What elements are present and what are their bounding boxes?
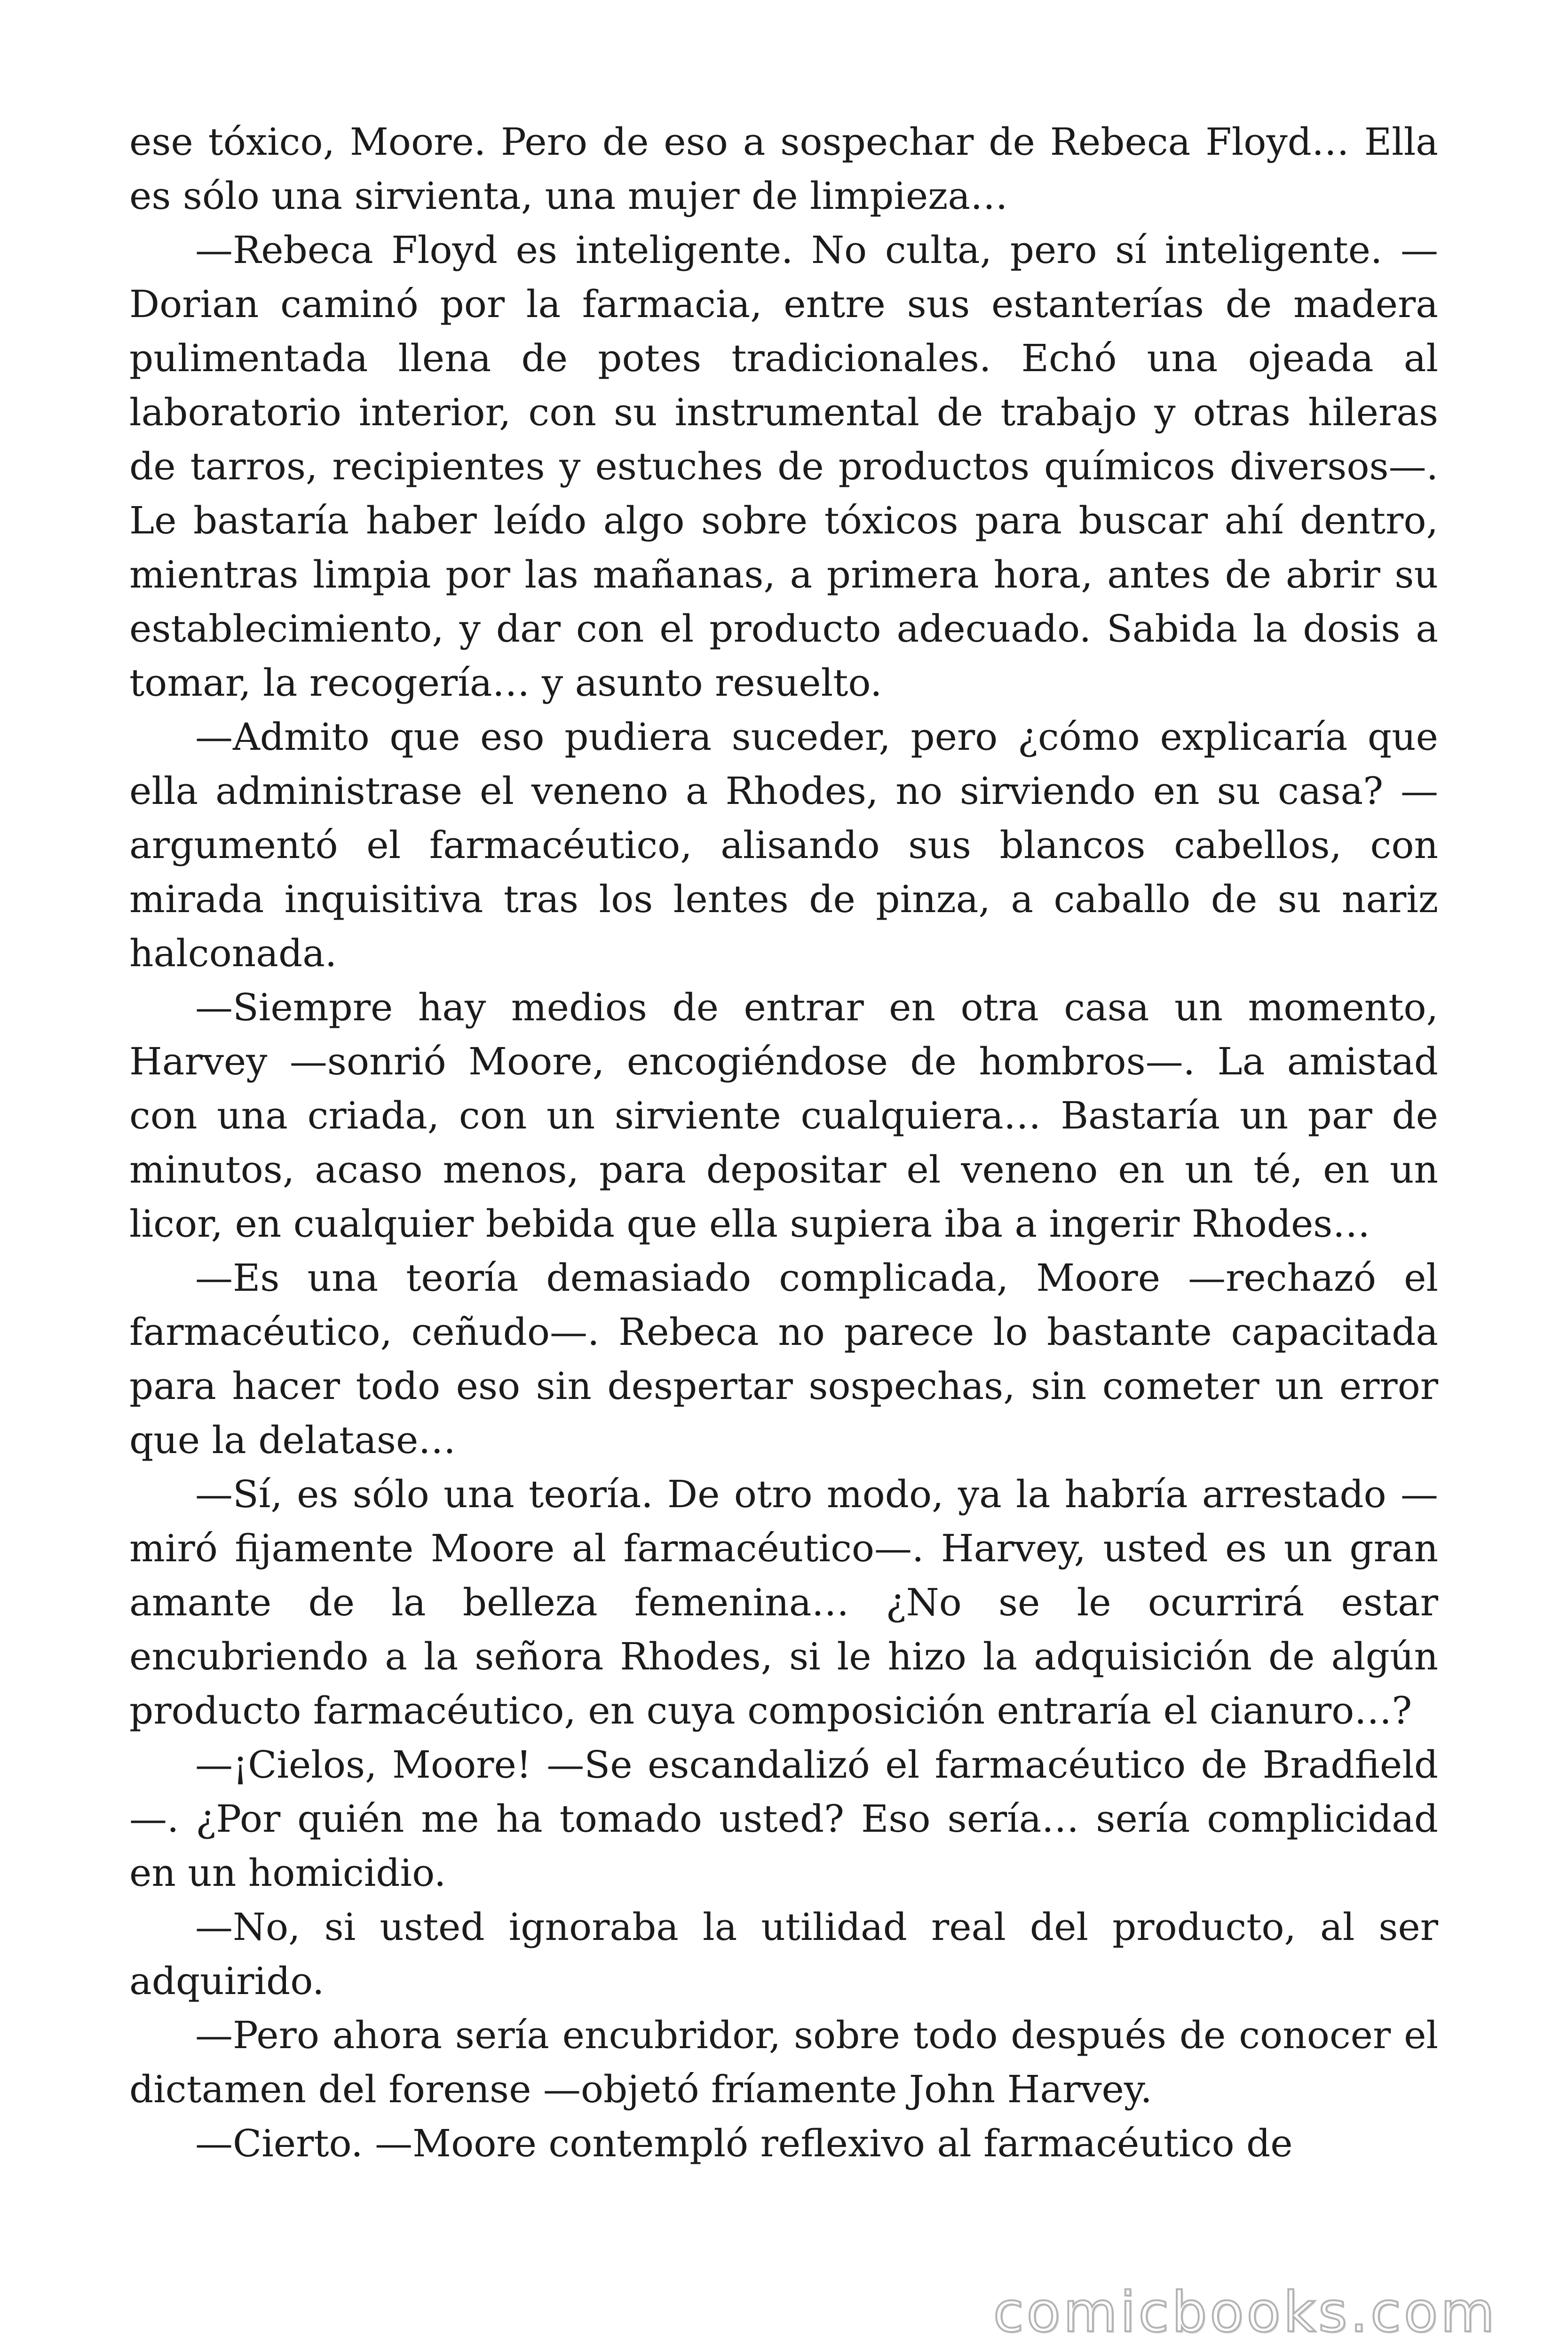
paragraph-9: —Pero ahora sería encubridor, sobre todo después de conocer el dictamen del forense —objetó fríamente John Harvey. — [129, 2013, 1438, 2111]
paragraph-3: —Admito que eso pudiera suceder, pero ¿cómo explicaría que ella administrase el veneno a Rhodes, no sirviendo en su casa? —argumentó el farmacéutico, alisando sus blancos cabellos, con mirada inquisitiva tras los lentes de pinza, a caballo de su nariz halconada. — [129, 715, 1438, 975]
paragraph-1: ese tóxico, Moore. Pero de eso a sospechar de Rebeca Floyd… Ella es sólo una sirvienta, una mujer de limpieza… — [129, 120, 1438, 218]
paragraph-6: —Sí, es sólo una teoría. De otro modo, ya la habría arrestado —miró fijamente Moore al farmacéutico—. Harvey, usted es un gran amante de la belleza femenina… ¿No se le ocurrirá estar encubriendo a la señora Rhodes, si le hizo la adquisición de algún producto farmacéutico, en cuya composición entraría el cianuro…? — [129, 1472, 1438, 1732]
site-watermark: comicbooks.com — [993, 2280, 1497, 2344]
book-page-text — [129, 115, 1438, 2170]
paragraph-2: —Rebeca Floyd es inteligente. No culta, pero sí inteligente. —Dorian caminó por la farmacia, entre sus estanterías de madera pulimentada llena de potes tradicionales. Echó una ojeada al laboratorio interior, con su instrumental de trabajo y otras hileras de tarros, recipientes y estuches de productos químicos diversos—. Le bastaría haber leído algo sobre tóxicos para buscar ahí dentro, mientras limpia por las mañanas, a primera hora, antes de abrir su establecimiento, y dar con el producto adecuado. Sabida la dosis a tomar, la recogería… y asunto resuelto. — [129, 228, 1438, 705]
paragraph-4: —Siempre hay medios de entrar en otra casa un momento, Harvey —sonrió Moore, encogiéndose de hombros—. La amistad con una criada, con un sirviente cualquiera… Bastaría un par de minutos, acaso menos, para depositar el veneno en un té, en un licor, en cualquier bebida que ella supiera iba a ingerir Rhodes… — [129, 985, 1438, 1246]
paragraph-10: —Cierto. —Moore contempló reflexivo al farmacéutico de — [195, 2122, 1293, 2165]
paragraph-7: —¡Cielos, Moore! —Se escandalizó el farmacéutico de Bradfield —. ¿Por quién me ha tomado usted? Eso sería… sería complicidad en un homicidio. — [129, 1743, 1438, 1895]
paragraph-5: —Es una teoría demasiado complicada, Moore —rechazó el farmacéutico, ceñudo—. Rebeca no parece lo bastante capacitada para hacer todo eso sin despertar sospechas, sin cometer un error que la delatase… — [129, 1256, 1438, 1462]
paragraph-8: —No, si usted ignoraba la utilidad real del producto, al ser adquirido. — [129, 1905, 1438, 2003]
